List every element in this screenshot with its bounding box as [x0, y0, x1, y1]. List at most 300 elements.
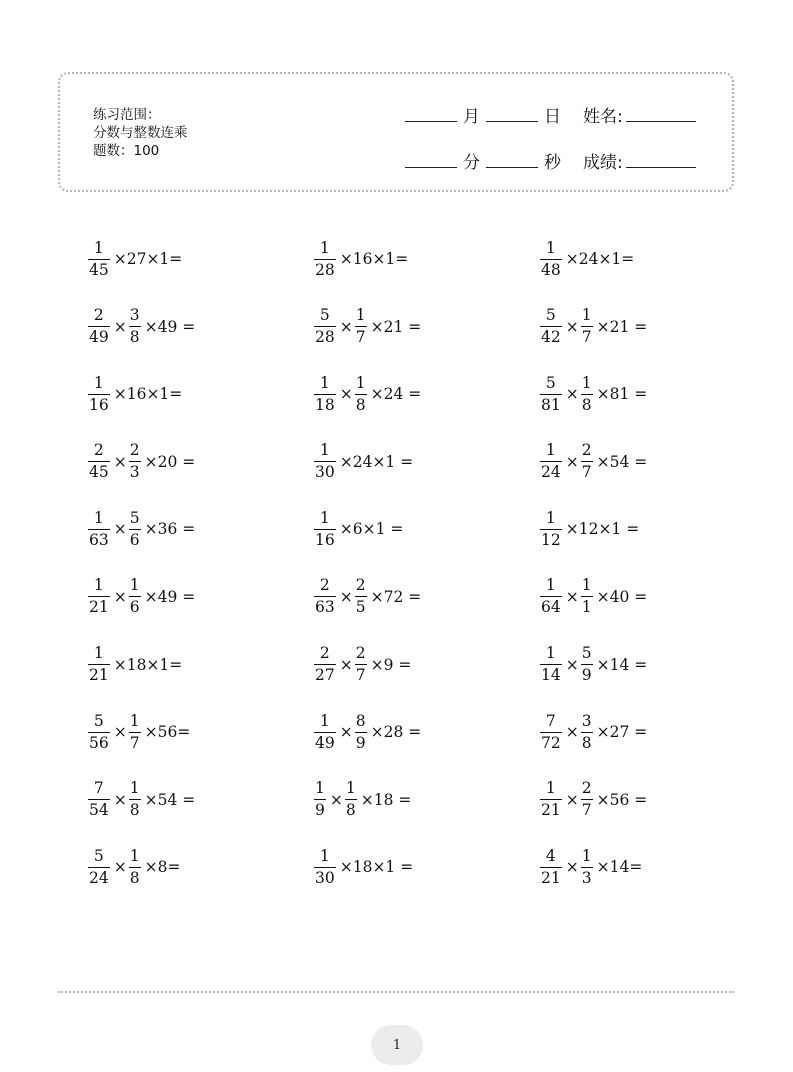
fraction	[581, 779, 593, 820]
problem-item	[88, 777, 314, 823]
problem-item	[540, 777, 730, 823]
problem-item	[540, 236, 730, 282]
problem-item	[314, 439, 540, 485]
fraction-bar	[540, 867, 562, 868]
fraction-denominator: 81	[541, 395, 561, 414]
times-sign: ×	[339, 723, 353, 742]
fraction-numerator: 2	[93, 441, 104, 460]
fraction-bar	[314, 732, 336, 733]
fraction	[88, 509, 110, 550]
fraction-denominator: 7	[581, 801, 592, 820]
times-sign: ×	[565, 452, 579, 471]
fraction-bar	[540, 596, 562, 597]
fraction-denominator: 45	[89, 463, 109, 482]
fraction	[540, 712, 562, 753]
fraction-numerator: 1	[581, 306, 592, 325]
page-number-badge	[371, 1025, 423, 1065]
fraction-bar	[314, 394, 336, 395]
fraction-bar	[314, 596, 336, 597]
fraction-numerator: 1	[93, 576, 104, 595]
fraction-numerator: 2	[319, 576, 330, 595]
day-blank[interactable]	[486, 120, 538, 122]
fraction-bar	[581, 664, 593, 665]
fraction	[129, 306, 141, 347]
problem-item	[88, 642, 314, 688]
fraction-denominator: 30	[315, 868, 335, 887]
fraction-numerator: 1	[581, 576, 592, 595]
fraction-bar	[314, 799, 326, 800]
fraction	[314, 576, 336, 617]
fraction-numerator: 1	[93, 508, 104, 527]
fraction	[129, 712, 141, 753]
times-sign: ×	[565, 655, 579, 674]
fraction-bar	[355, 596, 367, 597]
fraction-denominator: 49	[315, 733, 335, 752]
problem-item	[314, 642, 540, 688]
fraction-denominator: 8	[581, 395, 592, 414]
fraction-bar	[129, 732, 141, 733]
fraction-numerator: 1	[545, 238, 556, 257]
problem-tail: ×14=	[596, 858, 643, 877]
problem-item	[314, 236, 540, 282]
count-label: 题数：100	[93, 143, 160, 159]
fraction-denominator: 1	[581, 598, 592, 617]
fraction-bar	[129, 529, 141, 530]
fraction	[314, 509, 336, 550]
fraction	[314, 779, 326, 820]
problem-tail: ×56 =	[596, 790, 648, 809]
times-sign: ×	[113, 587, 127, 606]
fraction	[581, 374, 593, 415]
fraction	[314, 239, 336, 280]
problem-tail: ×49 =	[144, 587, 196, 606]
fraction	[540, 847, 562, 888]
fraction-bar	[540, 799, 562, 800]
times-sign: ×	[113, 723, 127, 742]
fraction	[355, 576, 367, 617]
fraction-numerator: 2	[355, 644, 366, 663]
fraction-bar	[581, 867, 593, 868]
fraction	[129, 847, 141, 888]
fraction	[581, 576, 593, 617]
problem-tail: ×16×1=	[113, 385, 183, 404]
fraction-numerator: 1	[355, 373, 366, 392]
fraction-bar	[129, 867, 141, 868]
problem-item	[314, 371, 540, 417]
fraction	[581, 847, 593, 888]
fraction-numerator: 1	[319, 238, 330, 257]
times-sign: ×	[113, 858, 127, 877]
fraction-numerator: 7	[93, 779, 104, 798]
fraction-numerator: 2	[129, 441, 140, 460]
fraction-bar	[88, 664, 110, 665]
fraction	[540, 576, 562, 617]
fraction-numerator: 1	[129, 711, 140, 730]
fraction-numerator: 1	[319, 846, 330, 865]
fraction-denominator: 9	[315, 801, 325, 820]
problem-tail: ×18×1 =	[339, 858, 414, 877]
fraction-numerator: 5	[545, 306, 556, 325]
fraction-denominator: 30	[315, 463, 335, 482]
fraction-bar	[88, 259, 110, 260]
fraction-denominator: 8	[355, 395, 366, 414]
fraction-numerator: 1	[545, 576, 556, 595]
fraction-bar	[88, 461, 110, 462]
fraction-denominator: 28	[315, 328, 335, 347]
fraction	[540, 509, 562, 550]
day-label: 日	[544, 107, 561, 127]
range-value: 分数与整数连乘	[93, 125, 188, 141]
fraction-numerator: 5	[129, 508, 140, 527]
fraction-numerator: 2	[93, 306, 104, 325]
problem-tail: ×8=	[144, 858, 181, 877]
fraction-bar	[540, 326, 562, 327]
fraction-denominator: 6	[129, 530, 140, 549]
fraction-denominator: 63	[315, 598, 335, 617]
fraction-denominator: 7	[581, 463, 592, 482]
fraction-bar	[581, 461, 593, 462]
fraction-denominator: 42	[541, 328, 561, 347]
times-sign: ×	[329, 790, 343, 809]
times-sign: ×	[565, 723, 579, 742]
problem-item	[88, 236, 314, 282]
fraction-denominator: 8	[129, 328, 140, 347]
fraction-denominator: 49	[89, 328, 109, 347]
fraction-denominator: 9	[355, 733, 366, 752]
fraction-bar	[88, 799, 110, 800]
fraction	[88, 239, 110, 280]
fraction-denominator: 21	[89, 598, 109, 617]
problem-tail: ×21 =	[596, 317, 648, 336]
problem-item	[88, 844, 314, 890]
fraction-numerator: 1	[129, 846, 140, 865]
problem-item	[314, 574, 540, 620]
fraction-denominator: 8	[581, 733, 592, 752]
fraction-bar	[314, 326, 336, 327]
fraction-numerator: 2	[319, 644, 330, 663]
fraction	[314, 306, 336, 347]
times-sign: ×	[113, 452, 127, 471]
fraction-bar	[540, 461, 562, 462]
fraction-denominator: 9	[581, 666, 592, 685]
fraction-bar	[355, 664, 367, 665]
problem-tail: ×20 =	[144, 452, 196, 471]
fraction	[88, 779, 110, 820]
fraction-denominator: 72	[541, 733, 561, 752]
times-sign: ×	[339, 385, 353, 404]
problem-tail: ×24×1 =	[339, 452, 414, 471]
fraction-bar	[345, 799, 357, 800]
times-sign: ×	[565, 587, 579, 606]
footer-divider	[58, 991, 734, 993]
problem-item	[88, 709, 314, 755]
problem-item	[88, 304, 314, 350]
fraction-numerator: 1	[93, 238, 104, 257]
fraction-bar	[129, 461, 141, 462]
fraction	[129, 576, 141, 617]
fraction-numerator: 1	[315, 779, 325, 798]
time-score-line	[405, 148, 696, 173]
fraction-bar	[88, 596, 110, 597]
fraction-denominator: 21	[89, 666, 109, 685]
fraction	[88, 306, 110, 347]
problem-item	[88, 439, 314, 485]
problem-tail: ×18 =	[360, 790, 412, 809]
problem-item	[88, 574, 314, 620]
fraction	[88, 441, 110, 482]
problem-tail: ×16×1=	[339, 250, 409, 268]
problem-tail: ×27 =	[596, 723, 648, 742]
times-sign: ×	[565, 317, 579, 336]
fraction-denominator: 8	[129, 868, 140, 887]
fraction-denominator: 64	[541, 598, 561, 617]
name-blank[interactable]	[626, 120, 696, 122]
problem-item	[540, 844, 730, 890]
problem-tail: ×18×1=	[113, 655, 183, 674]
fraction	[88, 847, 110, 888]
fraction	[314, 374, 336, 415]
fraction	[581, 441, 593, 482]
problem-tail: ×14 =	[596, 655, 648, 674]
fraction-numerator: 1	[319, 711, 330, 730]
fraction-numerator: 1	[545, 508, 556, 527]
problem-item	[540, 574, 730, 620]
fraction-bar	[540, 664, 562, 665]
fraction-numerator: 4	[545, 846, 556, 865]
minute-blank[interactable]	[405, 166, 457, 168]
fraction-denominator: 54	[89, 801, 109, 820]
fraction-denominator: 21	[541, 868, 561, 887]
second-label: 秒	[544, 153, 561, 173]
fraction-bar	[129, 326, 141, 327]
fraction-numerator: 5	[581, 644, 592, 663]
fraction-numerator: 1	[93, 373, 104, 392]
month-label: 月	[463, 107, 480, 127]
fraction-denominator: 8	[345, 801, 356, 820]
fraction-denominator: 48	[541, 260, 561, 279]
fraction-numerator: 8	[355, 711, 366, 730]
fraction	[355, 712, 367, 753]
fraction	[129, 441, 141, 482]
fraction-denominator: 8	[129, 801, 140, 820]
times-sign: ×	[565, 858, 579, 877]
fraction	[355, 306, 367, 347]
fraction-numerator: 2	[581, 779, 592, 798]
problem-item	[314, 304, 540, 350]
fraction-numerator: 2	[581, 441, 592, 460]
fraction-denominator: 3	[581, 868, 592, 887]
problem-tail: ×54 =	[144, 790, 196, 809]
fraction-denominator: 63	[89, 530, 109, 549]
fraction-denominator: 7	[129, 733, 140, 752]
fraction	[314, 712, 336, 753]
fraction-numerator: 3	[129, 306, 140, 325]
times-sign: ×	[339, 587, 353, 606]
fraction	[540, 779, 562, 820]
problem-item	[540, 304, 730, 350]
fraction-denominator: 45	[89, 260, 109, 279]
fraction-bar	[581, 732, 593, 733]
fraction-denominator: 27	[315, 666, 335, 685]
fraction-numerator: 1	[545, 644, 556, 663]
fraction-denominator: 12	[541, 530, 561, 549]
problem-item	[540, 506, 730, 552]
second-blank[interactable]	[486, 166, 538, 168]
problem-tail: ×56=	[144, 723, 191, 742]
fraction-numerator: 1	[319, 373, 330, 392]
problem-item	[540, 439, 730, 485]
times-sign: ×	[565, 790, 579, 809]
fraction	[314, 644, 336, 685]
fraction-denominator: 28	[315, 260, 335, 279]
fraction-numerator: 7	[545, 711, 556, 730]
fraction-denominator: 7	[355, 328, 366, 347]
times-sign: ×	[339, 655, 353, 674]
fraction	[345, 779, 357, 820]
problem-tail: ×54 =	[596, 452, 648, 471]
fraction-denominator: 18	[315, 395, 335, 414]
fraction	[540, 306, 562, 347]
fraction-numerator: 1	[545, 779, 556, 798]
fraction-bar	[355, 326, 367, 327]
fraction-denominator: 14	[541, 666, 561, 685]
problem-tail: ×12×1 =	[565, 520, 640, 539]
fraction-bar	[314, 867, 336, 868]
fraction-bar	[88, 394, 110, 395]
fraction-bar	[88, 529, 110, 530]
problem-tail: ×27×1=	[113, 250, 183, 268]
fraction-numerator: 1	[581, 373, 592, 392]
times-sign: ×	[565, 385, 579, 404]
fraction	[314, 441, 336, 482]
fraction-bar	[581, 596, 593, 597]
minute-label: 分	[463, 153, 480, 173]
fraction-denominator: 5	[355, 598, 366, 617]
times-sign: ×	[113, 790, 127, 809]
fraction-numerator: 1	[319, 508, 330, 527]
problem-tail: ×40 =	[596, 587, 648, 606]
fraction	[540, 644, 562, 685]
fraction-bar	[88, 326, 110, 327]
fraction-numerator: 5	[545, 373, 556, 392]
fraction	[314, 847, 336, 888]
problem-item	[540, 371, 730, 417]
fraction	[355, 644, 367, 685]
problem-tail: ×21 =	[370, 317, 422, 336]
fraction	[88, 374, 110, 415]
month-blank[interactable]	[405, 120, 457, 122]
problem-tail: ×81 =	[596, 385, 648, 404]
fraction-bar	[581, 394, 593, 395]
fraction-denominator: 3	[129, 463, 140, 482]
times-sign: ×	[339, 317, 353, 336]
fraction	[581, 306, 593, 347]
problem-tail: ×9 =	[370, 655, 412, 674]
fraction-bar	[129, 799, 141, 800]
fraction-bar	[540, 732, 562, 733]
fraction	[581, 712, 593, 753]
fraction-numerator: 5	[93, 846, 104, 865]
fraction	[88, 576, 110, 617]
fraction-bar	[355, 394, 367, 395]
fraction-bar	[88, 867, 110, 868]
fraction	[540, 239, 562, 280]
fraction-numerator: 2	[355, 576, 366, 595]
fraction-numerator: 1	[581, 846, 592, 865]
fraction-bar	[129, 596, 141, 597]
fraction-bar	[581, 326, 593, 327]
fraction-bar	[355, 732, 367, 733]
range-label: 练习范围：	[93, 107, 161, 123]
problem-item	[540, 709, 730, 755]
fraction	[540, 374, 562, 415]
problem-tail: ×72 =	[370, 587, 422, 606]
fraction-numerator: 1	[319, 441, 330, 460]
fraction-numerator: 1	[129, 576, 140, 595]
problem-item	[88, 506, 314, 552]
fraction-numerator: 5	[319, 306, 330, 325]
problem-tail: ×6×1 =	[339, 520, 404, 539]
fraction	[129, 779, 141, 820]
times-sign: ×	[113, 520, 127, 539]
fraction	[355, 374, 367, 415]
fraction-denominator: 7	[581, 328, 592, 347]
fraction	[129, 509, 141, 550]
fraction-numerator: 1	[345, 779, 356, 798]
score-blank[interactable]	[626, 166, 696, 168]
problem-tail: ×49 =	[144, 317, 196, 336]
exercise-info	[93, 106, 188, 160]
name-label: 姓名:	[583, 107, 623, 127]
fraction-denominator: 56	[89, 733, 109, 752]
problem-item	[314, 506, 540, 552]
problem-tail: ×36 =	[144, 520, 196, 539]
fraction-denominator: 7	[355, 666, 366, 685]
problem-item	[540, 642, 730, 688]
problem-item	[314, 777, 540, 823]
problem-tail: ×24 =	[370, 385, 422, 404]
fraction-numerator: 1	[355, 306, 366, 325]
fraction-bar	[314, 461, 336, 462]
problem-item	[314, 709, 540, 755]
fraction-bar	[540, 529, 562, 530]
fraction-denominator: 16	[89, 395, 109, 414]
fraction-bar	[540, 259, 562, 260]
fraction-bar	[581, 799, 593, 800]
fraction	[540, 441, 562, 482]
fraction	[88, 712, 110, 753]
fraction	[88, 644, 110, 685]
fraction-denominator: 16	[315, 530, 335, 549]
fraction-numerator: 5	[93, 711, 104, 730]
fraction-numerator: 3	[581, 711, 592, 730]
problem-tail: ×28 =	[370, 723, 422, 742]
page-number: 1	[392, 1037, 402, 1053]
problem-tail: ×24×1=	[565, 250, 635, 268]
fraction-bar	[88, 732, 110, 733]
fraction-bar	[314, 664, 336, 665]
score-label: 成绩:	[583, 153, 623, 173]
fraction-numerator: 1	[129, 779, 140, 798]
fraction-numerator: 1	[93, 644, 104, 663]
problem-grid	[88, 236, 728, 912]
fraction-denominator: 24	[89, 868, 109, 887]
fraction-bar	[314, 529, 336, 530]
fraction-bar	[314, 259, 336, 260]
date-name-line	[405, 102, 696, 127]
header-box	[58, 72, 734, 192]
times-sign: ×	[113, 317, 127, 336]
